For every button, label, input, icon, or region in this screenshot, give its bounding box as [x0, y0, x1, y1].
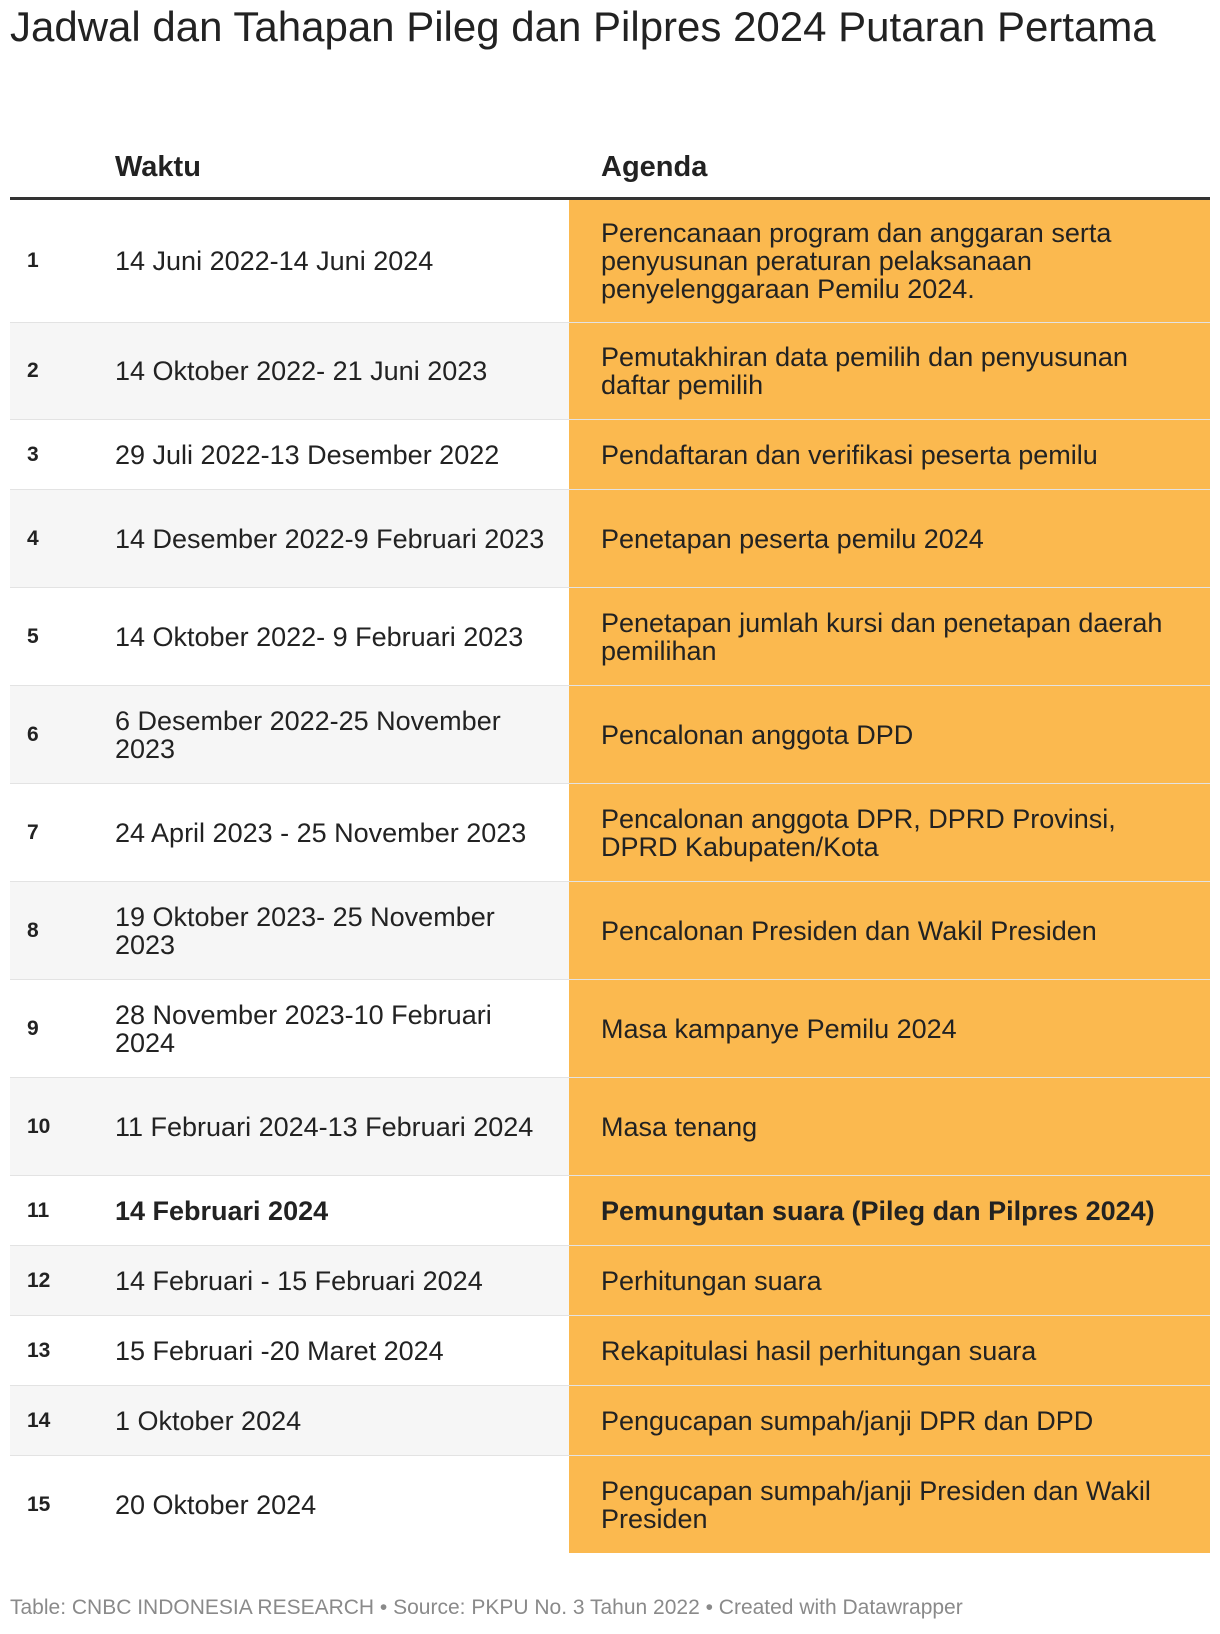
row-number: 11	[27, 1198, 50, 1222]
row-waktu: 14 Desember 2022-9 Februari 2023	[115, 490, 569, 587]
row-waktu: 14 Juni 2022-14 Juni 2024	[115, 246, 434, 276]
table-row	[10, 420, 1210, 490]
row-waktu: 1 Oktober 2024	[115, 1386, 569, 1455]
row-waktu: 29 Juli 2022-13 Desember 2022	[115, 439, 500, 470]
table-row	[10, 784, 1210, 882]
table-row	[10, 1316, 1210, 1386]
row-number: 7	[27, 820, 39, 844]
table-row	[10, 490, 1210, 588]
row-number: 8	[10, 882, 115, 979]
row-waktu: 14 Februari 2024	[115, 1195, 329, 1226]
row-number: 1	[27, 249, 39, 272]
table-row	[10, 200, 1210, 323]
page-title: Jadwal dan Tahapan Pileg dan Pilpres 2024 Putaran Pertama	[10, 3, 1156, 50]
row-agenda: Pencalonan anggota DPD	[569, 686, 1210, 783]
row-agenda: Pendaftaran dan verifikasi peserta pemilu	[569, 420, 1210, 489]
row-number: 14	[10, 1386, 115, 1455]
row-agenda: Pencalonan Presiden dan Wakil Presiden	[569, 882, 1210, 979]
table-row	[10, 1456, 1210, 1553]
row-number: 4	[10, 490, 115, 587]
table-row	[10, 588, 1210, 686]
row-waktu: 15 Februari -20 Maret 2024	[115, 1335, 444, 1366]
row-agenda: Masa kampanye Pemilu 2024	[569, 980, 1210, 1077]
row-waktu: 19 Oktober 2023- 25 November 2023	[115, 882, 569, 979]
row-waktu: 6 Desember 2022-25 November 2023	[115, 686, 569, 783]
source-footer: Table: CNBC INDONESIA RESEARCH • Source: PKPU No. 3 Tahun 2022 • Created with Datawrapper	[10, 1596, 963, 1619]
row-number: 13	[27, 1338, 51, 1362]
row-agenda: Masa tenang	[569, 1078, 1210, 1175]
row-agenda: Pemungutan suara (Pileg dan Pilpres 2024)	[569, 1176, 1210, 1245]
row-number: 9	[27, 1016, 39, 1040]
row-number: 12	[10, 1246, 115, 1315]
table-row	[10, 686, 1210, 784]
row-number: 6	[10, 686, 115, 783]
row-number: 15	[27, 1492, 51, 1516]
row-waktu: 11 Februari 2024-13 Februari 2024	[115, 1078, 569, 1175]
row-number: 3	[27, 442, 39, 466]
row-waktu: 14 Oktober 2022- 21 Juni 2023	[115, 323, 569, 419]
row-agenda: Penetapan jumlah kursi dan penetapan daerah pemilihan	[569, 588, 1210, 685]
row-agenda: Pengucapan sumpah/janji Presiden dan Wakil Presiden	[569, 1456, 1210, 1553]
table-row	[10, 1078, 1210, 1176]
row-agenda: Penetapan peserta pemilu 2024	[569, 490, 1210, 587]
row-agenda: Pemutakhiran data pemilih dan penyusunan daftar pemilih	[569, 323, 1210, 419]
table-row	[10, 1386, 1210, 1456]
row-waktu: 24 April 2023 - 25 November 2023	[115, 817, 527, 848]
table-row	[10, 323, 1210, 420]
column-header-waktu: Waktu	[115, 151, 201, 183]
column-header-agenda: Agenda	[601, 151, 708, 183]
row-agenda: Rekapitulasi hasil perhitungan suara	[569, 1316, 1210, 1385]
row-agenda: Pencalonan anggota DPR, DPRD Provinsi, DPRD Kabupaten/Kota	[569, 784, 1210, 881]
row-agenda: Perencanaan program dan anggaran serta penyusunan peraturan pelaksanaan penyelenggaraan Pemilu 2024.	[569, 200, 1210, 322]
table-header	[10, 135, 1210, 200]
row-agenda: Pengucapan sumpah/janji DPR dan DPD	[569, 1386, 1210, 1455]
row-waktu: 28 November 2023-10 Februari 2024	[115, 999, 492, 1058]
table-row	[10, 1246, 1210, 1316]
table-row	[10, 1176, 1210, 1246]
table-row	[10, 980, 1210, 1078]
row-agenda: Perhitungan suara	[569, 1246, 1210, 1315]
row-number: 5	[27, 624, 39, 648]
row-number: 2	[10, 323, 115, 419]
row-waktu: 14 Februari - 15 Februari 2024	[115, 1246, 569, 1315]
row-waktu: 20 Oktober 2024	[115, 1489, 317, 1520]
row-number: 10	[10, 1078, 115, 1175]
schedule-table	[10, 135, 1210, 1553]
table-row	[10, 882, 1210, 980]
row-waktu: 14 Oktober 2022- 9 Februari 2023	[115, 621, 524, 652]
